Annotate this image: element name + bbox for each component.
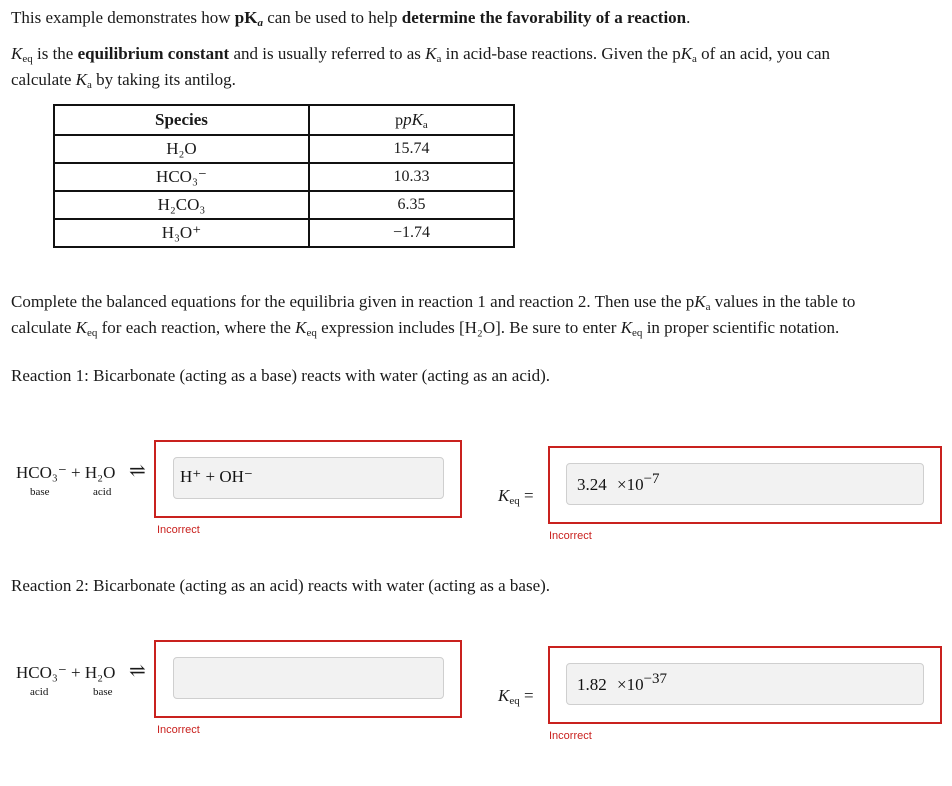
table-row	[54, 135, 514, 163]
intro-bold: equilibrium constant	[77, 44, 230, 63]
keq-symbol: K	[498, 486, 510, 505]
reaction1-base-label: base	[30, 486, 50, 498]
pka-cell: 10.33	[309, 163, 514, 191]
reaction1-products-input[interactable]	[173, 457, 444, 499]
species-cell: H₂O	[54, 135, 309, 163]
reaction2-base-label: base	[93, 686, 113, 698]
intro-bold: determine the favorability of a reaction	[401, 8, 687, 27]
equals-sign: =	[523, 486, 534, 505]
species-cell: HCO₃⁻	[54, 163, 309, 191]
keq-subscript: eq	[632, 327, 643, 339]
reaction1-keq-label	[498, 486, 534, 506]
keq-subscript: eq	[306, 327, 317, 339]
intro-text: by taking its antilog.	[91, 70, 236, 89]
reaction1-products-status: Incorrect	[157, 524, 200, 536]
keq-mantissa: 1.82	[577, 675, 607, 694]
instructions-text: in proper scientific notation.	[642, 318, 840, 337]
header-pka-label: pK	[403, 110, 423, 129]
instructions-text: for each reaction, where the	[97, 318, 296, 337]
pka-symbol: pK	[234, 8, 258, 27]
table-row	[54, 219, 514, 247]
pka-cell: 6.35	[309, 191, 514, 219]
reaction1-reactants: HCO₃⁻ + H₂O	[16, 463, 116, 482]
intro-text: of an acid, you can	[696, 44, 831, 63]
ka-subscript: a	[436, 53, 442, 65]
table-row	[54, 163, 514, 191]
instructions-text: Complete the balanced equations for the equilibria given in reaction 1 and reaction 2. Then use the p	[11, 292, 695, 311]
reaction2-products-input[interactable]	[173, 657, 444, 699]
ka-symbol: K	[680, 44, 693, 63]
instructions-line-1	[11, 292, 855, 312]
intro-text: is the	[32, 44, 78, 63]
intro-text: This example demonstrates how	[11, 8, 235, 27]
keq-subscript: eq	[87, 327, 98, 339]
intro-line-2	[11, 44, 830, 64]
keq-mantissa: 3.24	[577, 475, 607, 494]
reaction2-reactants: HCO₃⁻ + H₂O	[16, 663, 116, 682]
header-species	[54, 105, 309, 135]
keq-symbol: K	[498, 686, 510, 705]
intro-text: can be used to help	[262, 8, 402, 27]
table-header-row	[54, 105, 514, 135]
keq-subscript: eq	[509, 495, 520, 507]
ka-symbol: K	[425, 44, 437, 63]
reaction2-keq-status: Incorrect	[549, 730, 592, 742]
instructions-line-2	[11, 318, 839, 338]
pka-cell: 15.74	[309, 135, 514, 163]
intro-line-1	[11, 8, 690, 28]
instructions-text: values in the table to	[710, 292, 856, 311]
ka-subscript: a	[705, 301, 711, 313]
reaction1-keq-input[interactable]	[566, 463, 924, 505]
species-cell: H₃O⁺	[54, 219, 309, 247]
intro-text: .	[686, 8, 691, 27]
reaction2-keq-label	[498, 686, 534, 706]
header-species-label: Species	[155, 110, 208, 129]
header-pka: ppK$_a$	[309, 105, 514, 135]
instructions-text: . Be sure to enter	[500, 318, 621, 337]
reaction2-keq-input[interactable]	[566, 663, 924, 705]
water-concentration: [H₂O]	[458, 318, 501, 337]
ka-subscript: a	[692, 53, 697, 65]
reaction1-products-value: H⁺ + OH⁻	[180, 467, 253, 486]
reaction1-title: Reaction 1: Bicarbonate (acting as a base) reacts with water (acting as an acid).	[11, 366, 551, 385]
equals-sign: =	[523, 686, 534, 705]
keq-times-ten: ×10	[617, 475, 644, 494]
keq-symbol: K	[295, 318, 307, 337]
intro-text: in acid-base reactions. Given the p	[441, 44, 681, 63]
reaction2-products-status: Incorrect	[157, 724, 200, 736]
reaction2-title: Reaction 2: Bicarbonate (acting as an acid) reacts with water (acting as a base).	[11, 576, 551, 595]
intro-line-3	[11, 70, 236, 90]
pka-table	[53, 104, 515, 248]
keq-symbol: K	[11, 44, 23, 63]
keq-symbol: K	[75, 318, 87, 337]
ka-symbol: K	[694, 292, 706, 311]
species-cell: H₂CO₃	[54, 191, 309, 219]
reaction2-acid-label: acid	[30, 686, 49, 698]
equilibrium-arrow-icon: ⇌	[129, 660, 146, 682]
keq-exponent: −7	[643, 471, 660, 487]
keq-times-ten: ×10	[617, 675, 644, 694]
table-row	[54, 191, 514, 219]
intro-text: and is usually referred to as	[229, 44, 426, 63]
keq-symbol: K	[620, 318, 633, 337]
keq-subscript: eq	[22, 53, 33, 65]
instructions-text: expression includes	[316, 318, 459, 337]
reaction1-acid-label: acid	[93, 486, 112, 498]
ka-subscript: a	[87, 79, 92, 91]
intro-text: calculate	[11, 70, 76, 89]
keq-subscript: eq	[509, 695, 520, 707]
instructions-text: calculate	[11, 318, 76, 337]
reaction1-keq-status: Incorrect	[549, 530, 592, 542]
header-pka-subscript: a	[422, 119, 428, 131]
keq-exponent: −37	[643, 671, 668, 687]
equilibrium-arrow-icon: ⇌	[129, 460, 146, 482]
pka-cell: −1.74	[309, 219, 514, 247]
pka-subscript: a	[257, 17, 263, 29]
ka-symbol: K	[75, 70, 87, 89]
